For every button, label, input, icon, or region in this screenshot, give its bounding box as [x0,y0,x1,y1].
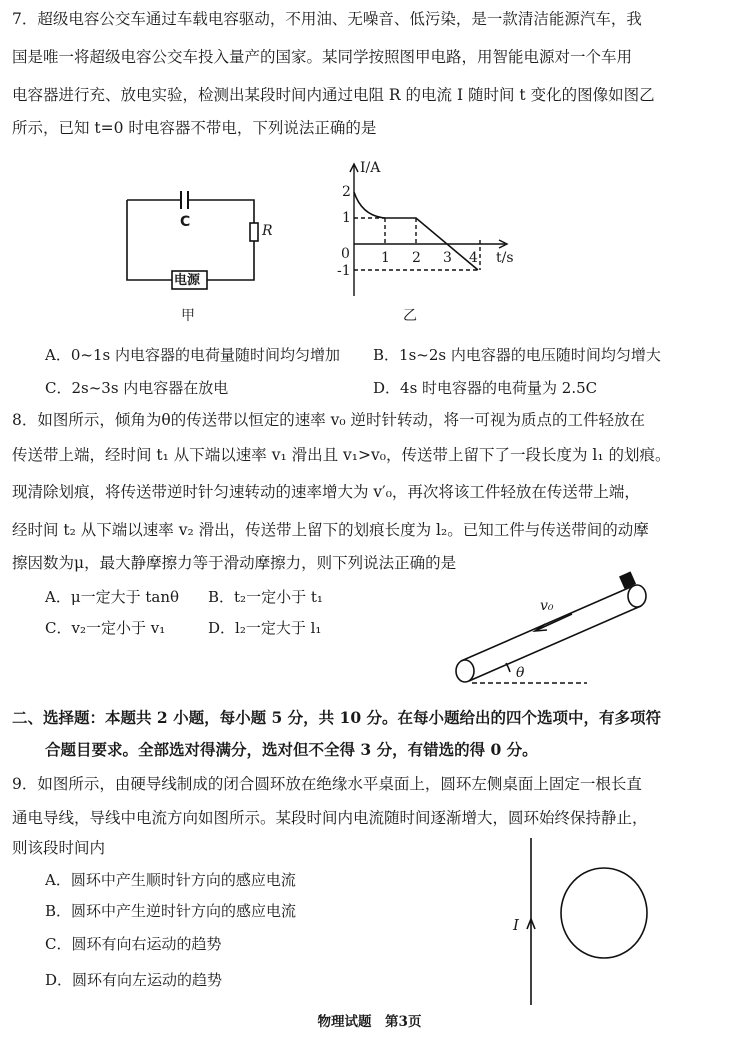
q7-option-a[interactable]: A．0~1s 内电容器的电荷量随时间均匀增加 [45,346,340,364]
x-axis-label: t/s [496,250,514,266]
page-footer: 物理试题 第3页 [317,1014,422,1030]
q8-option-d[interactable]: D．l₂一定大于 l₁ [208,619,322,637]
q9-line-1: 9．如图所示，由硬导线制成的闭合圆环放在绝缘水平桌面上，圆环左侧桌面上固定一根长直 [12,775,642,793]
q9-option-d[interactable]: D．圆环有向左运动的趋势 [45,971,223,989]
x-tick-1: 1 [381,250,390,266]
section-2-line-1: 二、选择题：本题共 2 小题，每小题 5 分，共 10 分。在每小题给出的四个选项中，有多项符 [12,708,662,727]
q8-option-c[interactable]: C．v₂一定小于 v₁ [45,619,166,637]
q7-line-1: 7．超级电容公交车通过车载电容驱动，不用油、无噪音、低污染，是一款清洁能源汽车，我 [12,10,642,28]
current-time-graph [350,164,507,296]
angle-label: θ [516,665,525,681]
q9-option-c[interactable]: C．圆环有向右运动的趋势 [45,935,222,953]
figure-caption-jia: 甲 [181,308,195,324]
wire-ring-diagram [527,838,647,1005]
capacitor-label: C [180,214,191,230]
resistor-label: R [262,223,273,239]
q7-line-3: 电容器进行充、放电实验，检测出某段时间内通过电阻 R 的电流 I 随时间 t 变化的图像如图乙 [12,86,655,104]
q8-line-1: 8．如图所示，倾角为θ的传送带以恒定的速率 v₀ 逆时针转动，将一可视为质点的工件轻放在 [12,411,646,429]
y-tick-neg1: -1 [337,263,351,279]
current-label: I [513,916,519,934]
q8-option-b[interactable]: B．t₂一定小于 t₁ [208,588,323,606]
velocity-arrow [537,614,572,630]
resistor [250,223,258,241]
y-axis-label: I/A [360,160,381,176]
section-2-line-2: 合题目要求。全部选对得满分，选对但不全得 3 分，有错选的得 0 分。 [45,740,538,759]
q7-line-4: 所示，已知 t=0 时电容器不带电，下列说法正确的是 [12,119,377,137]
y-tick-2: 2 [342,184,351,200]
q7-option-d[interactable]: D．4s 时电容器的电荷量为 2.5C [373,379,598,397]
x-tick-4: 4 [469,250,478,266]
metal-ring [561,868,647,958]
power-source-label: 电源 [174,273,201,288]
q8-line-2: 传送带上端，经时间 t₁ 从下端以速率 v₁ 滑出且 v₁>v₀，传送带上留下了一段长度为 l₁ 的划痕。 [12,446,671,464]
x-tick-3: 3 [443,250,452,266]
belt-velocity-label: v₀ [540,598,554,614]
q7-line-2: 国是唯一将超级电容公交车投入量产的国家。某同学按照图甲电路，用智能电源对一个车用 [12,48,633,66]
q8-line-4: 经时间 t₂ 从下端以速率 v₂ 滑出，传送带上留下的划痕长度为 l₂。已知工件与传送带间的动摩 [12,521,649,539]
q7-option-c[interactable]: C．2s~3s 内电容器在放电 [45,379,229,397]
origin-label: 0 [341,246,350,262]
q7-option-b[interactable]: B．1s~2s 内电容器的电压随时间均匀增大 [373,346,661,364]
q9-line-2: 通电导线，导线中电流方向如图所示。某段时间内电流随时间逐渐增大，圆环始终保持静止， [12,809,648,827]
x-tick-2: 2 [412,250,421,266]
figure-caption-yi: 乙 [403,308,417,324]
q9-option-b[interactable]: B．圆环中产生逆时针方向的感应电流 [45,902,297,920]
q9-line-3: 则该段时间内 [12,839,106,857]
q8-line-3: 现清除划痕，将传送带逆时针匀速转动的速率增大为 v′₀，再次将该工件轻放在传送带上端， [12,483,640,501]
q9-option-a[interactable]: A．圆环中产生顺时针方向的感应电流 [45,871,296,889]
q8-line-5: 擦因数为μ，最大静摩擦力等于滑动摩擦力，则下列说法正确的是 [12,554,457,572]
conveyor-belt-diagram [456,572,646,683]
q8-option-a[interactable]: A．μ一定大于 tanθ [45,588,180,606]
y-tick-1: 1 [342,210,351,226]
